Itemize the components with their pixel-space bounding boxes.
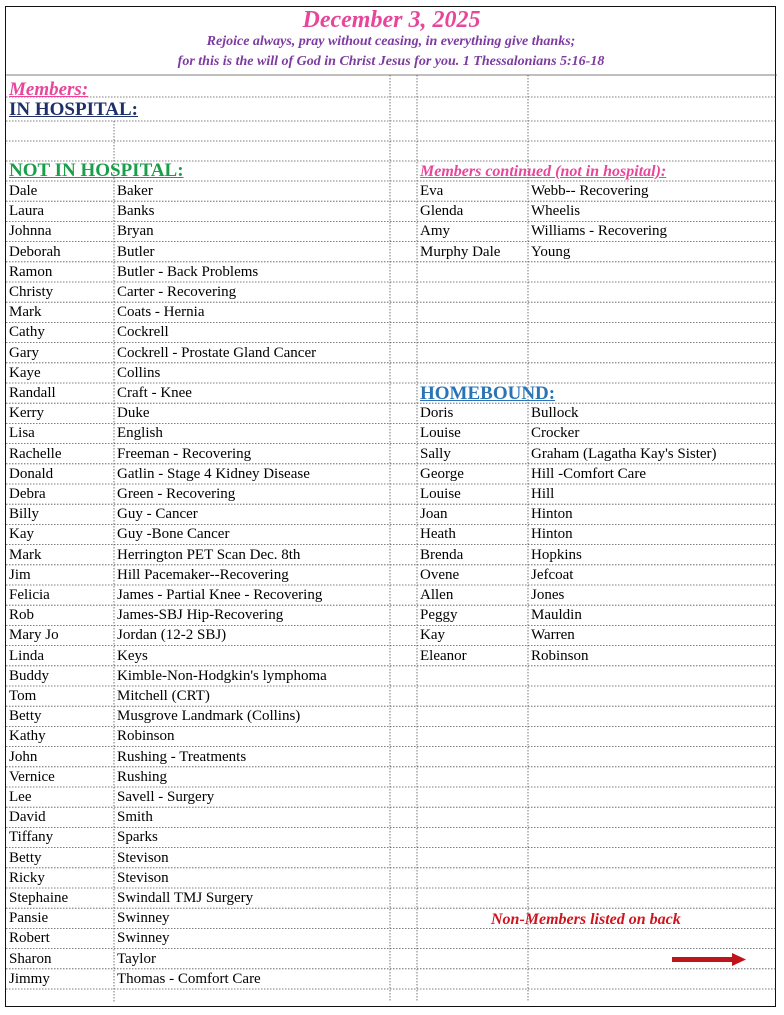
first-name-cell: Vernice: [9, 768, 55, 785]
last-name-cell: Hopkins: [531, 546, 582, 563]
first-name-cell: Louise: [420, 486, 461, 502]
first-name-cell: Kay: [420, 627, 445, 644]
last-name-cell: Young: [531, 243, 571, 260]
first-name-cell: Heath: [420, 526, 456, 543]
first-name-cell: Jim: [9, 566, 31, 583]
first-name-cell: Brenda: [420, 546, 464, 563]
first-name-cell: Betty: [9, 849, 42, 866]
last-name-cell: English: [117, 425, 163, 442]
last-name-cell: Musgrove Landmark (Collins): [117, 708, 301, 725]
first-name-cell: Mark: [9, 546, 42, 563]
last-name-cell: Taylor: [117, 950, 156, 967]
first-name-cell: John: [9, 748, 38, 765]
first-name-cell: Joan: [420, 506, 448, 523]
last-name-cell: Banks: [117, 203, 155, 220]
last-name-cell: Guy - Cancer: [117, 506, 198, 523]
first-name-cell: Gary: [9, 344, 39, 361]
last-name-cell: Rushing: [117, 768, 168, 785]
first-name-cell: Dale: [9, 183, 38, 199]
last-name-cell: Hill -Comfort Care: [531, 465, 646, 482]
first-name-cell: Ramon: [9, 263, 53, 280]
last-name-cell: Keys: [117, 647, 148, 664]
verse-line-2: for this is the will of God in Christ Jesus for you. 1 Thessalonians 5:16-18: [177, 54, 605, 69]
first-name-cell: Tom: [9, 688, 37, 704]
first-name-cell: Lee: [9, 789, 32, 805]
first-name-cell: Mary Jo: [9, 627, 59, 644]
last-name-cell: Jones: [531, 587, 565, 603]
first-name-cell: Ovene: [420, 566, 460, 583]
first-name-cell: George: [420, 465, 464, 482]
first-name-cell: Lisa: [9, 425, 35, 442]
last-name-cell: Swindall TMJ Surgery: [117, 890, 254, 906]
first-name-cell: Christy: [9, 284, 54, 300]
first-name-cell: Glenda: [420, 203, 464, 220]
first-name-cell: Murphy Dale: [420, 243, 501, 260]
verse-line-1: Rejoice always, pray without ceasing, in everything give thanks;: [206, 34, 576, 49]
last-name-cell: Warren: [531, 627, 575, 644]
first-name-cell: Robert: [9, 930, 50, 947]
not-in-hospital-heading: NOT IN HOSPITAL:: [9, 160, 184, 181]
last-name-cell: Wheelis: [531, 203, 581, 220]
non-members-note: Non-Members listed on back: [491, 911, 681, 928]
last-name-cell: Swinney: [117, 910, 170, 927]
last-name-cell: Green - Recovering: [117, 486, 236, 502]
first-name-cell: Laura: [9, 203, 44, 220]
first-name-cell: Sharon: [9, 950, 52, 967]
last-name-cell: Robinson: [117, 728, 175, 745]
last-name-cell: Duke: [117, 405, 150, 422]
first-name-cell: Stephaine: [9, 890, 69, 906]
first-name-cell: Eleanor: [420, 647, 467, 664]
last-name-cell: Jordan (12-2 SBJ): [117, 627, 227, 644]
first-name-cell: Kathy: [9, 728, 46, 745]
last-name-cell: James - Partial Knee - Recovering: [117, 587, 323, 603]
first-name-cell: Linda: [9, 647, 44, 664]
first-name-cell: Deborah: [9, 243, 61, 260]
members-heading: Members:: [9, 79, 89, 100]
first-name-cell: Cathy: [9, 324, 45, 341]
first-name-cell: Mark: [9, 304, 42, 321]
first-name-cell: Billy: [9, 506, 40, 523]
last-name-cell: Collins: [117, 364, 161, 381]
last-name-cell: James-SBJ Hip-Recovering: [117, 607, 284, 624]
last-name-cell: Robinson: [531, 647, 589, 664]
last-name-cell: Bryan: [117, 223, 154, 240]
first-name-cell: Eva: [420, 183, 444, 199]
first-name-cell: Felicia: [9, 587, 50, 603]
last-name-cell: Smith: [117, 809, 153, 826]
members-continued-heading: Members continued (not in hospital):: [420, 163, 667, 180]
last-name-cell: Herrington PET Scan Dec. 8th: [117, 546, 301, 563]
last-name-cell: Carter - Recovering: [117, 284, 237, 300]
first-name-cell: Ricky: [9, 869, 45, 886]
first-name-cell: Rachelle: [9, 445, 62, 462]
last-name-cell: Hill Pacemaker--Recovering: [117, 566, 289, 583]
first-name-cell: Amy: [420, 223, 450, 240]
first-name-cell: Sally: [420, 445, 451, 462]
first-name-cell: Tiffany: [9, 829, 54, 846]
first-name-cell: Peggy: [420, 607, 458, 624]
last-name-cell: Cockrell: [117, 324, 169, 341]
prayer-list-sheet: [5, 6, 776, 1007]
last-name-cell: Cockrell - Prostate Gland Cancer: [117, 344, 317, 361]
last-name-cell: Rushing - Treatments: [117, 748, 247, 765]
last-name-cell: Stevison: [117, 869, 169, 886]
last-name-cell: Butler - Back Problems: [117, 263, 259, 280]
first-name-cell: Betty: [9, 708, 42, 725]
first-name-cell: Louise: [420, 425, 461, 442]
last-name-cell: Crocker: [531, 425, 580, 442]
last-name-cell: Stevison: [117, 849, 169, 866]
last-name-cell: Gatlin - Stage 4 Kidney Disease: [117, 465, 310, 482]
last-name-cell: Hill: [531, 486, 555, 502]
first-name-cell: Kerry: [9, 405, 44, 422]
last-name-cell: Butler: [117, 243, 155, 260]
last-name-cell: Thomas - Comfort Care: [117, 970, 261, 987]
last-name-cell: Sparks: [117, 829, 158, 846]
last-name-cell: Guy -Bone Cancer: [117, 526, 230, 543]
first-name-cell: Johnna: [9, 223, 52, 240]
last-name-cell: Graham (Lagatha Kay's Sister): [531, 445, 717, 462]
first-name-cell: Kay: [9, 526, 34, 543]
last-name-cell: Savell - Surgery: [117, 789, 215, 805]
last-name-cell: Swinney: [117, 930, 170, 947]
first-name-cell: Pansie: [9, 910, 49, 927]
last-name-cell: Mauldin: [531, 607, 582, 624]
last-name-cell: Baker: [117, 183, 153, 199]
first-name-cell: David: [9, 809, 46, 826]
first-name-cell: Jimmy: [9, 970, 50, 987]
last-name-cell: Kimble-Non-Hodgkin's lymphoma: [117, 667, 327, 684]
last-name-cell: Williams - Recovering: [531, 223, 668, 240]
last-name-cell: Mitchell (CRT): [117, 688, 210, 704]
first-name-cell: Debra: [9, 486, 46, 502]
last-name-cell: Bullock: [531, 405, 579, 422]
last-name-cell: Hinton: [531, 506, 573, 523]
first-name-cell: Doris: [420, 405, 454, 422]
last-name-cell: Hinton: [531, 526, 573, 543]
first-name-cell: Allen: [420, 587, 454, 603]
last-name-cell: Craft - Knee: [117, 385, 192, 401]
first-name-cell: Rob: [9, 607, 35, 624]
first-name-cell: Donald: [9, 465, 54, 482]
last-name-cell: Webb-- Recovering: [531, 183, 649, 199]
in-hospital-heading: IN HOSPITAL:: [9, 99, 138, 120]
homebound-heading: HOMEBOUND:: [420, 383, 556, 404]
last-name-cell: Freeman - Recovering: [117, 445, 252, 462]
first-name-cell: Buddy: [9, 667, 50, 684]
last-name-cell: Coats - Hernia: [117, 304, 205, 321]
first-name-cell: Randall: [9, 385, 56, 401]
page-title: December 3, 2025: [302, 7, 481, 33]
first-name-cell: Kaye: [9, 364, 41, 381]
arrow-right-icon: [672, 953, 748, 967]
last-name-cell: Jefcoat: [531, 566, 574, 583]
